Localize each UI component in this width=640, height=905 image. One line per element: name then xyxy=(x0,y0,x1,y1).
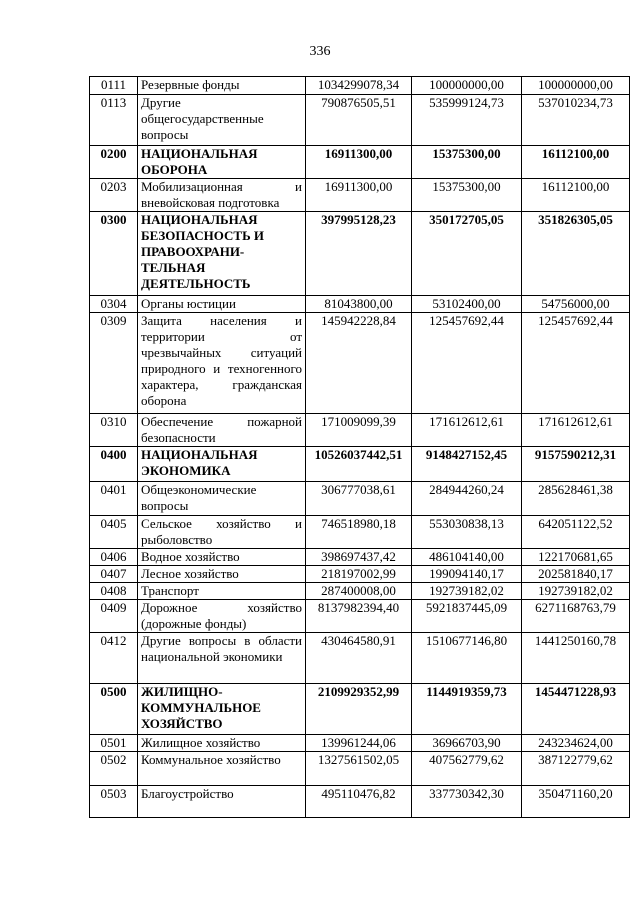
table-row xyxy=(90,735,630,752)
row-value-1: 16911300,00 xyxy=(306,179,412,212)
row-value-1: 10526037442,51 xyxy=(306,447,412,482)
row-value-1: 306777038,61 xyxy=(306,482,412,516)
row-code: 0310 xyxy=(90,414,138,447)
row-value-2: 5921837445,09 xyxy=(412,600,522,633)
row-code: 0407 xyxy=(90,566,138,583)
row-value-1: 1327561502,05 xyxy=(306,752,412,786)
row-value-2: 9148427152,45 xyxy=(412,447,522,482)
row-value-2: 15375300,00 xyxy=(412,179,522,212)
row-code: 0500 xyxy=(90,684,138,735)
row-value-1: 171009099,39 xyxy=(306,414,412,447)
table-row xyxy=(90,212,630,296)
row-name: Резервные фонды xyxy=(138,77,306,95)
row-name: Мобилизационная и вневойсковая подготовка xyxy=(138,179,306,212)
row-value-3: 6271168763,79 xyxy=(522,600,630,633)
table-row xyxy=(90,633,630,684)
table-row xyxy=(90,549,630,566)
row-code: 0113 xyxy=(90,95,138,146)
row-value-3: 9157590212,31 xyxy=(522,447,630,482)
row-name: Водное хозяйство xyxy=(138,549,306,566)
row-code: 0412 xyxy=(90,633,138,684)
row-value-1: 398697437,42 xyxy=(306,549,412,566)
row-value-1: 746518980,18 xyxy=(306,516,412,549)
row-value-1: 139961244,06 xyxy=(306,735,412,752)
table-row xyxy=(90,786,630,818)
row-name: Транспорт xyxy=(138,583,306,600)
row-value-1: 8137982394,40 xyxy=(306,600,412,633)
row-value-2: 192739182,02 xyxy=(412,583,522,600)
row-code: 0406 xyxy=(90,549,138,566)
row-code: 0408 xyxy=(90,583,138,600)
row-name: Общеэкономические вопросы xyxy=(138,482,306,516)
row-value-3: 202581840,17 xyxy=(522,566,630,583)
row-name: Жилищное хозяйство xyxy=(138,735,306,752)
table-row xyxy=(90,600,630,633)
row-value-2: 486104140,00 xyxy=(412,549,522,566)
row-code: 0502 xyxy=(90,752,138,786)
row-value-1: 287400008,00 xyxy=(306,583,412,600)
row-value-1: 397995128,23 xyxy=(306,212,412,296)
row-value-3: 350471160,20 xyxy=(522,786,630,818)
row-name: Дорожное хозяйство (дорожные фонды) xyxy=(138,600,306,633)
row-name: Сельское хозяйство и рыболовство xyxy=(138,516,306,549)
row-value-2: 36966703,90 xyxy=(412,735,522,752)
table-row xyxy=(90,146,630,179)
table-row xyxy=(90,566,630,583)
table-row xyxy=(90,95,630,146)
row-value-1: 81043800,00 xyxy=(306,296,412,313)
row-name: НАЦИОНАЛЬНАЯ БЕЗОПАСНОСТЬ И ПРАВООХРАНИ-ТЕЛЬНАЯ ДЕЯТЕЛЬНОСТЬ xyxy=(138,212,306,296)
row-value-2: 125457692,44 xyxy=(412,313,522,414)
row-code: 0501 xyxy=(90,735,138,752)
row-code: 0200 xyxy=(90,146,138,179)
row-code: 0503 xyxy=(90,786,138,818)
row-value-2: 53102400,00 xyxy=(412,296,522,313)
table-row xyxy=(90,179,630,212)
row-value-3: 16112100,00 xyxy=(522,179,630,212)
row-value-1: 218197002,99 xyxy=(306,566,412,583)
table-row xyxy=(90,684,630,735)
row-value-1: 145942228,84 xyxy=(306,313,412,414)
row-value-2: 1510677146,80 xyxy=(412,633,522,684)
page-number: 336 xyxy=(309,44,331,59)
table-row xyxy=(90,296,630,313)
row-value-3: 1441250160,78 xyxy=(522,633,630,684)
row-value-2: 199094140,17 xyxy=(412,566,522,583)
table-row xyxy=(90,414,630,447)
row-name: Другие вопросы в области национальной экономики xyxy=(138,633,306,684)
row-value-3: 125457692,44 xyxy=(522,313,630,414)
row-name: Лесное хозяйство xyxy=(138,566,306,583)
row-value-2: 535999124,73 xyxy=(412,95,522,146)
table-row xyxy=(90,482,630,516)
row-value-3: 122170681,65 xyxy=(522,549,630,566)
row-name: НАЦИОНАЛЬНАЯ ОБОРОНА xyxy=(138,146,306,179)
row-value-3: 243234624,00 xyxy=(522,735,630,752)
row-value-2: 350172705,05 xyxy=(412,212,522,296)
table-row xyxy=(90,77,630,95)
row-value-3: 171612612,61 xyxy=(522,414,630,447)
row-value-3: 351826305,05 xyxy=(522,212,630,296)
row-name: Обеспечение пожарной безопасности xyxy=(138,414,306,447)
table-row xyxy=(90,313,630,414)
row-code: 0304 xyxy=(90,296,138,313)
row-value-3: 1454471228,93 xyxy=(522,684,630,735)
row-code: 0300 xyxy=(90,212,138,296)
row-value-1: 16911300,00 xyxy=(306,146,412,179)
budget-table-body xyxy=(90,77,630,818)
row-name: Другие общегосударственные вопросы xyxy=(138,95,306,146)
budget-table xyxy=(89,76,630,818)
row-code: 0405 xyxy=(90,516,138,549)
table-row xyxy=(90,447,630,482)
row-value-3: 54756000,00 xyxy=(522,296,630,313)
row-value-2: 553030838,13 xyxy=(412,516,522,549)
row-value-1: 2109929352,99 xyxy=(306,684,412,735)
row-value-3: 192739182,02 xyxy=(522,583,630,600)
row-code: 0203 xyxy=(90,179,138,212)
row-value-2: 284944260,24 xyxy=(412,482,522,516)
row-code: 0401 xyxy=(90,482,138,516)
row-value-2: 100000000,00 xyxy=(412,77,522,95)
row-name: Органы юстиции xyxy=(138,296,306,313)
row-name: ЖИЛИЩНО-КОММУНАЛЬНОЕ ХОЗЯЙСТВО xyxy=(138,684,306,735)
row-code: 0400 xyxy=(90,447,138,482)
row-value-3: 642051122,52 xyxy=(522,516,630,549)
table-row xyxy=(90,583,630,600)
row-value-3: 16112100,00 xyxy=(522,146,630,179)
row-value-3: 537010234,73 xyxy=(522,95,630,146)
row-value-2: 171612612,61 xyxy=(412,414,522,447)
row-value-3: 285628461,38 xyxy=(522,482,630,516)
row-value-1: 495110476,82 xyxy=(306,786,412,818)
row-code: 0409 xyxy=(90,600,138,633)
row-code: 0309 xyxy=(90,313,138,414)
row-value-3: 387122779,62 xyxy=(522,752,630,786)
row-code: 0111 xyxy=(90,77,138,95)
row-value-2: 407562779,62 xyxy=(412,752,522,786)
row-value-2: 337730342,30 xyxy=(412,786,522,818)
row-value-1: 430464580,91 xyxy=(306,633,412,684)
row-value-1: 1034299078,34 xyxy=(306,77,412,95)
row-value-3: 100000000,00 xyxy=(522,77,630,95)
row-value-2: 1144919359,73 xyxy=(412,684,522,735)
row-name: Коммунальное хозяйство xyxy=(138,752,306,786)
row-name: Благоустройство xyxy=(138,786,306,818)
row-name: НАЦИОНАЛЬНАЯ ЭКОНОМИКА xyxy=(138,447,306,482)
row-value-1: 790876505,51 xyxy=(306,95,412,146)
table-row xyxy=(90,752,630,786)
row-value-2: 15375300,00 xyxy=(412,146,522,179)
row-name: Защита населения и территории от чрезвычайных ситуаций природного и техногенного характера, гражданская оборона xyxy=(138,313,306,414)
table-row xyxy=(90,516,630,549)
